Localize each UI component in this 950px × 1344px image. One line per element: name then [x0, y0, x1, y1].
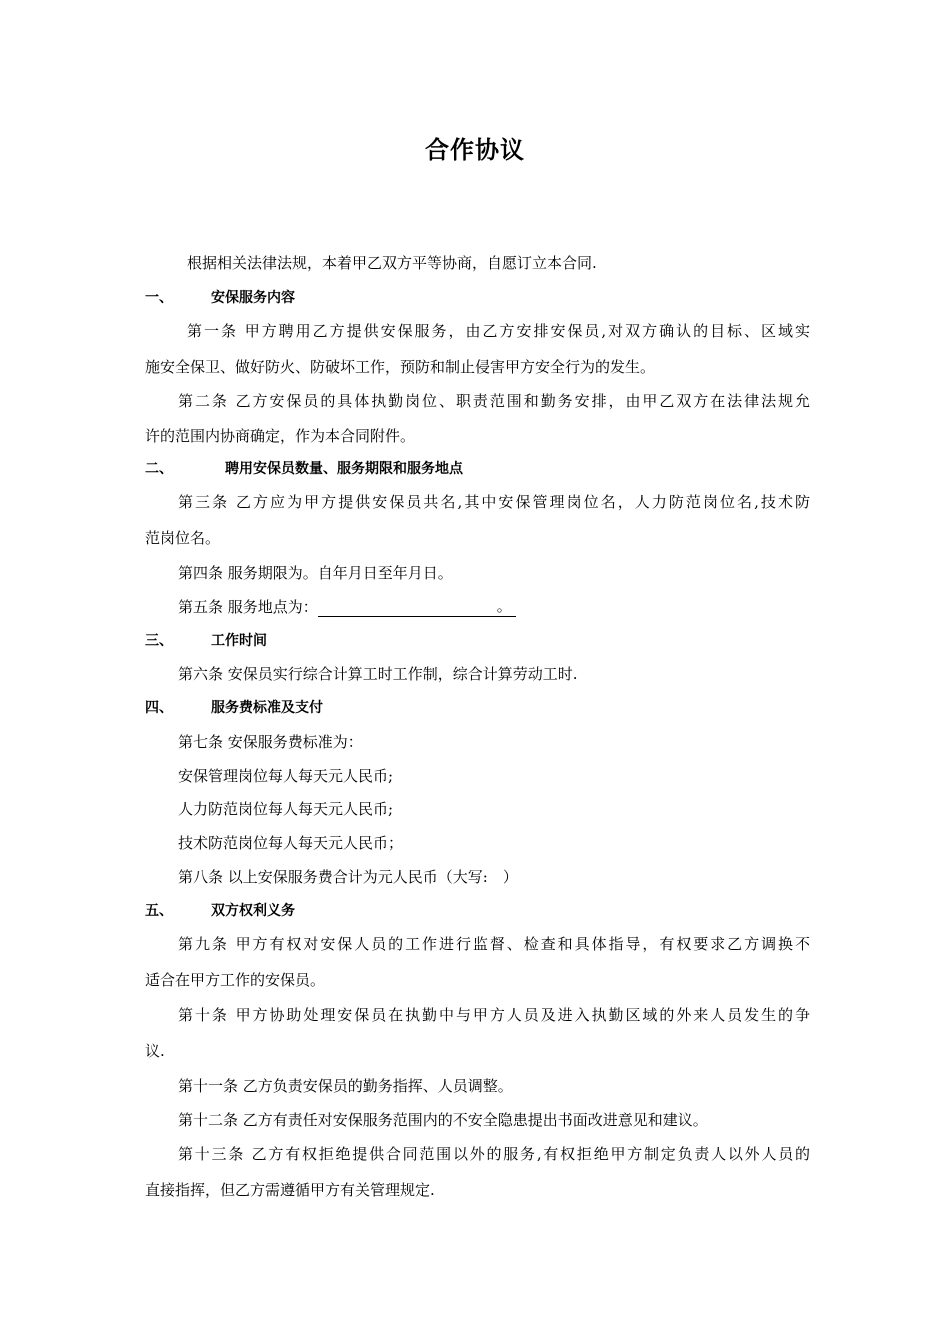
- article-9-line-2: 适合在甲方工作的安保员。: [145, 971, 326, 989]
- fee-line-manpower: 人力防范岗位每人每天元人民币;: [178, 800, 394, 818]
- section-number: 一、: [145, 290, 173, 306]
- article-10-line-1: 第十条 甲方协助处理安保员在执勤中与甲方人员及进入执勤区域的外来人员发生的争: [178, 1006, 810, 1024]
- section-heading-2: [145, 459, 810, 479]
- section-title: 聘用安保员数量、服务期限和服务地点: [225, 461, 463, 477]
- section-number: 三、: [145, 633, 173, 649]
- section-number: 五、: [145, 903, 173, 919]
- article-2-line-2: 许的范围内协商确定，作为本合同附件。: [145, 427, 416, 445]
- article-11: 第十一条 乙方负责安保员的勤务指挥、人员调整。: [178, 1077, 513, 1095]
- article-4: 第四条 服务期限为。自年月日至年月日。: [178, 564, 453, 582]
- article-12: 第十二条 乙方有责任对安保服务范围内的不安全隐患提出书面改进意见和建议。: [178, 1111, 708, 1129]
- intro-paragraph: 根据相关法律法规，本着甲乙双方平等协商，自愿订立本合同.: [187, 254, 597, 272]
- section-title: 工作时间: [211, 633, 267, 649]
- section-title: 安保服务内容: [211, 290, 295, 306]
- article-9-line-1: 第九条 甲方有权对安保人员的工作进行监督、检查和具体指导，有权要求乙方调换不: [178, 935, 810, 953]
- section-heading-3: [145, 631, 810, 651]
- article-13-line-2: 直接指挥，但乙方需遵循甲方有关管理规定.: [145, 1181, 435, 1199]
- article-2-line-1: 第二条 乙方安保员的具体执勤岗位、职责范围和勤务安排，由甲乙双方在法律法规允: [178, 392, 810, 410]
- article-5-end: 。: [496, 597, 512, 615]
- article-3-line-1: 第三条 乙方应为甲方提供安保员共名,其中安保管理岗位名，人力防范岗位名,技术防: [178, 493, 810, 511]
- article-7: 第七条 安保服务费标准为：: [178, 733, 363, 751]
- section-heading-1: [145, 288, 810, 308]
- article-1-line-2: 施安全保卫、做好防火、防破坏工作，预防和制止侵害甲方安全行为的发生。: [145, 358, 656, 376]
- section-number: 二、: [145, 461, 173, 477]
- document-title: 合作协议: [425, 136, 525, 164]
- article-10-line-2: 议.: [145, 1042, 165, 1060]
- article-6: 第六条 安保员实行综合计算工时工作制，综合计算劳动工时.: [178, 665, 578, 683]
- article-1-line-1: 第一条 甲方聘用乙方提供安保服务，由乙方安排安保员,对双方确认的目标、区域实: [187, 322, 810, 340]
- section-title: 服务费标准及支付: [211, 700, 323, 716]
- fee-line-management: 安保管理岗位每人每天元人民币;: [178, 767, 394, 785]
- section-title: 双方权利义务: [211, 903, 295, 919]
- article-13-line-1: 第十三条 乙方有权拒绝提供合同范围以外的服务,有权拒绝甲方制定负责人以外人员的: [178, 1145, 810, 1163]
- article-3-line-2: 范岗位名。: [145, 529, 221, 547]
- section-heading-4: [145, 698, 810, 718]
- section-number: 四、: [145, 700, 173, 716]
- article-5: [145, 597, 810, 617]
- article-8: 第八条 以上安保服务费合计为元人民币（大写: ）: [178, 868, 518, 886]
- service-location-field: [318, 598, 516, 617]
- article-5-label: 第五条 服务地点为：: [178, 598, 318, 616]
- fee-line-technical: 技术防范岗位每人每天元人民币；: [178, 834, 404, 852]
- section-heading-5: [145, 901, 810, 921]
